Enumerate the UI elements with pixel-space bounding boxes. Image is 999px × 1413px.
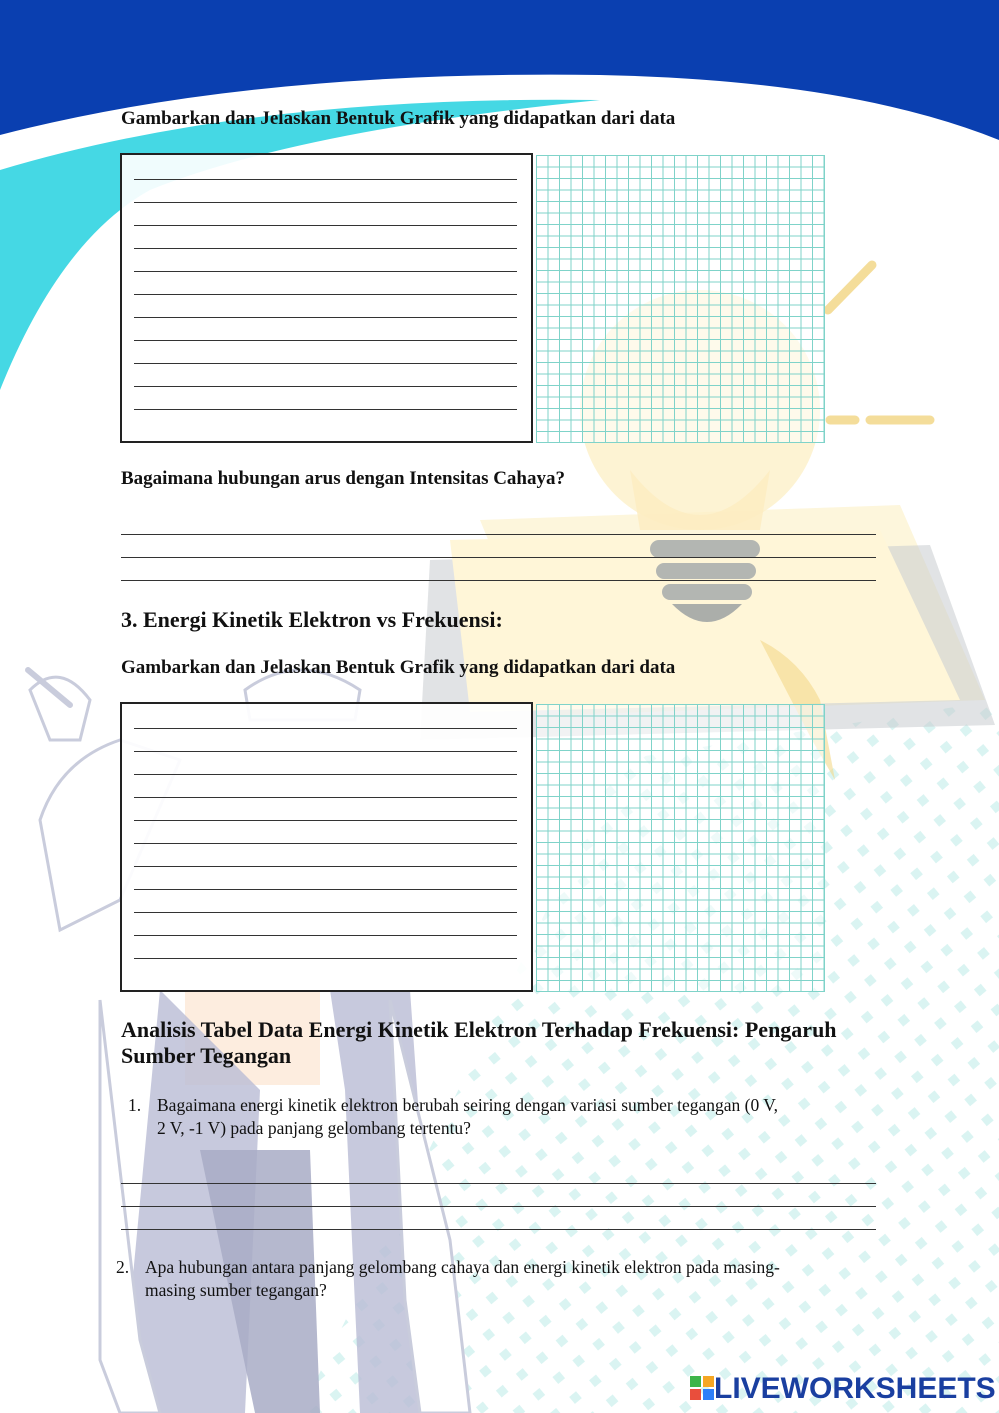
- answer-line[interactable]: [121, 1183, 876, 1184]
- liveworksheets-logo-icon: [690, 1376, 714, 1400]
- section-3-title: 3. Energi Kinetik Elektron vs Frekuensi:: [121, 607, 503, 632]
- analysis-title-line-2: Sumber Tegangan: [121, 1043, 292, 1068]
- answer-line[interactable]: [121, 1206, 876, 1207]
- graph-grid-2[interactable]: [536, 704, 825, 992]
- analysis-question-2: [116, 1256, 886, 1302]
- analysis-question-1: [128, 1094, 868, 1140]
- answer-box-2[interactable]: [120, 702, 533, 992]
- graph-grid-1[interactable]: [536, 155, 825, 443]
- question-text-line-2: 2 V, -1 V) pada panjang gelombang tertentu?: [157, 1118, 471, 1138]
- graph-prompt-1: Gambarkan dan Jelaskan Bentuk Grafik yang didapatkan dari data: [121, 108, 676, 129]
- answer-line[interactable]: [121, 557, 876, 558]
- answer-box-1[interactable]: [120, 153, 533, 443]
- answer-line[interactable]: [121, 534, 876, 535]
- answer-line[interactable]: [121, 1229, 876, 1230]
- question-text-line-2: masing sumber tegangan?: [145, 1280, 327, 1300]
- question-current-intensity: Bagaimana hubungan arus dengan Intensitas Cahaya?: [121, 468, 565, 489]
- question-text-line-1: Apa hubungan antara panjang gelombang cahaya dan energi kinetik elektron pada masing-: [145, 1257, 780, 1277]
- liveworksheets-logo: [690, 1372, 996, 1406]
- graph-prompt-2: Gambarkan dan Jelaskan Bentuk Grafik yang didapatkan dari data: [121, 657, 676, 678]
- analysis-title-line-1: Analisis Tabel Data Energi Kinetik Elektron Terhadap Frekuensi: Pengaruh: [121, 1017, 837, 1042]
- question-text-line-1: Bagaimana energi kinetik elektron berubah seiring dengan variasi sumber tegangan (0 V,: [157, 1095, 779, 1115]
- answer-line[interactable]: [121, 580, 876, 581]
- liveworksheets-logo-text: LIVEWORKSHEETS: [714, 1372, 996, 1405]
- analysis-title: [121, 1017, 837, 1069]
- question-number: 1.: [128, 1095, 142, 1115]
- question-number: 2.: [116, 1257, 130, 1277]
